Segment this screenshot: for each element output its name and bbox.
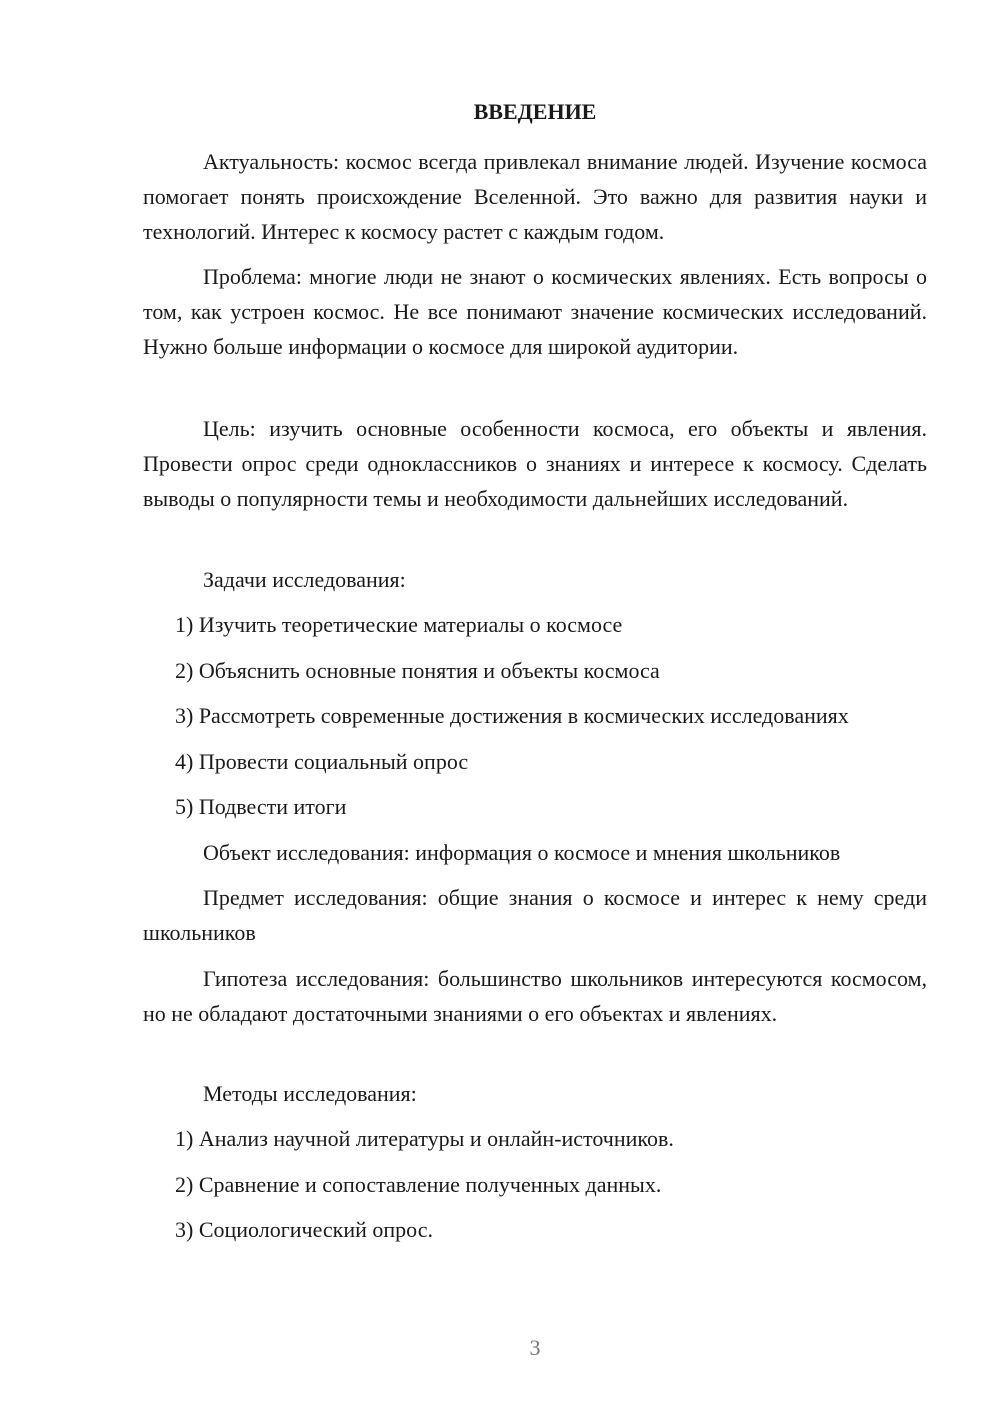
task-item: 1) Изучить теоретические материалы о космосе bbox=[175, 612, 623, 637]
method-item: 2) Сравнение и сопоставление полученных данных. bbox=[175, 1172, 662, 1197]
tasks-heading: Задачи исследования: bbox=[203, 567, 406, 592]
object-line: Объект исследования: информация о космосе и мнения школьников bbox=[203, 840, 841, 865]
subject-paragraph: Предмет исследования: общие знания о космосе и интерес к нему среди школьников bbox=[143, 885, 927, 945]
page-number: 3 bbox=[529, 1335, 541, 1360]
relevance-paragraph: Актуальность: космос всегда привлекал внимание людей. Изучение космоса помогает понять происхождение Вселенной. Это важно для развития науки и технологий. Интерес к космосу растет с каждым годом. bbox=[143, 149, 927, 244]
hypothesis-paragraph: Гипотеза исследования: большинство школьников интересуются космосом, но не обладают достаточными знаниями о его объектах и явлениях. bbox=[143, 966, 927, 1026]
task-item: 4) Провести социальный опрос bbox=[175, 749, 469, 774]
method-item: 1) Анализ научной литературы и онлайн-источников. bbox=[175, 1126, 674, 1151]
goal-paragraph: Цель: изучить основные особенности космоса, его объекты и явления. Провести опрос среди одноклассников о знаниях и интересе к космосу. Сделать выводы о популярности темы и необходимости дальнейших исследований. bbox=[143, 416, 927, 511]
task-item: 5) Подвести итоги bbox=[175, 794, 347, 819]
method-item: 3) Социологический опрос. bbox=[175, 1217, 433, 1242]
problem-paragraph: Проблема: многие люди не знают о космических явлениях. Есть вопросы о том, как устроен космос. Не все понимают значение космических исследований. Нужно больше информации о космосе для широкой аудитории. bbox=[143, 264, 927, 359]
methods-heading: Методы исследования: bbox=[203, 1081, 417, 1106]
section-title: ВВЕДЕНИЕ bbox=[473, 99, 597, 124]
task-item: 3) Рассмотреть современные достижения в космических исследованиях bbox=[175, 703, 849, 728]
task-item: 2) Объяснить основные понятия и объекты космоса bbox=[175, 658, 660, 683]
